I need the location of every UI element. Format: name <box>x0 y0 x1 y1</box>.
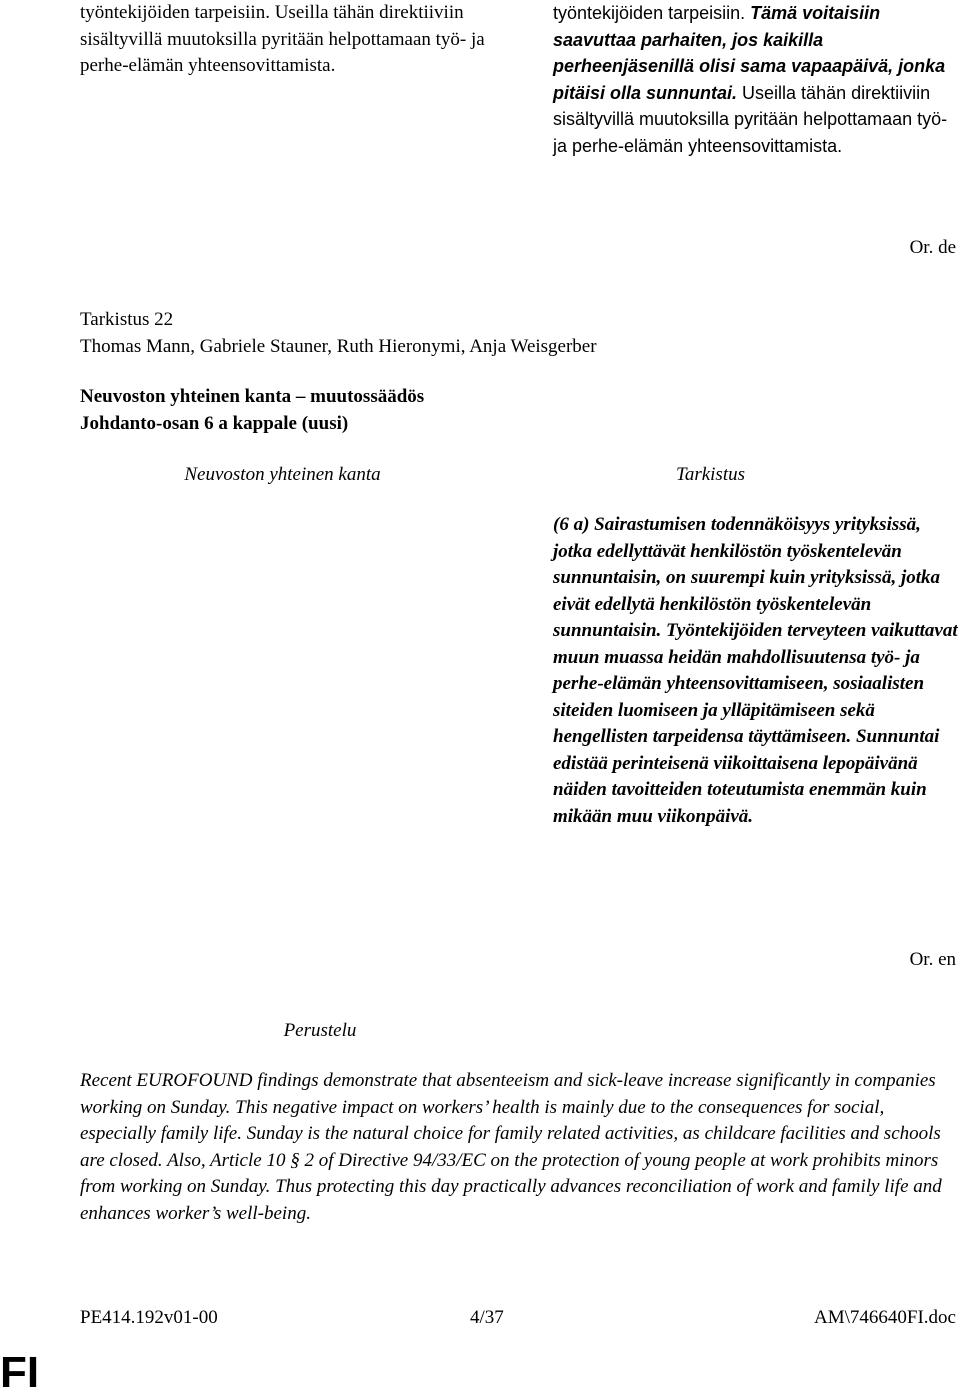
recital-reference: Johdanto-osan 6 a kappale (uusi) <box>80 412 349 434</box>
language-code: FI <box>0 1348 40 1397</box>
position-type: Neuvoston yhteinen kanta – muutossäädös <box>80 386 425 407</box>
footer-page-number: 4/37 <box>470 1307 504 1328</box>
justification-text: Recent EUROFOUND findings demonstrate that absenteeism and sick-leave increase significantly in companies working on Sunday. This negative impact on workers’ health is mainly due to the consequences for social, especially family life. Sunday is the natural choice for family related activities, as childcare facilities and schools are closed. Also, Article 10 § 2 of Directive 94/33/EC on the protection of young people at work prohibits minors from working on Sunday. Thus protecting this day practically advances reconciliation of work and family life and enhances worker’s well-being. <box>80 1070 942 1224</box>
original-language-de: Or. de <box>909 237 956 258</box>
previous-right-column-text <box>553 0 958 159</box>
amendment-header <box>80 307 940 360</box>
previous-right-part1: työntekijöiden tarpeisiin. <box>553 3 751 23</box>
footer-file-name: AM\746640FI.doc <box>814 1307 956 1328</box>
previous-right-paragraph <box>553 0 958 159</box>
amendment-text-cell <box>553 512 958 830</box>
original-language-en: Or. en <box>909 949 956 970</box>
amendment-title: Tarkistus 22 <box>80 309 174 330</box>
previous-left-paragraph: työntekijöiden tarpeisiin. Useilla tähän direktiiviin sisältyvillä muutoksilla pyritään helpottamaan työ- ja perhe-elämän yhteensovittamista. <box>80 2 485 76</box>
previous-right-bold-insert: Tämä voitaisiin saavuttaa parhaiten, jos kaikilla perheenjäsenillä olisi sama vapaapäivä, jonka pitäisi olla sunnuntai. <box>553 3 946 103</box>
amendment-authors: Thomas Mann, Gabriele Stauner, Ruth Hieronymi, Anja Weisgerber <box>80 335 597 357</box>
justification-heading: Perustelu <box>283 1020 357 1041</box>
previous-right-part3: Useilla tähän direktiiviin sisältyvillä muutoksilla pyritään helpottamaan työ- ja perhe-elämän yhteensovittamista. <box>553 82 948 156</box>
amendment-text: (6 a) Sairastumisen todennäköisyys yrityksissä, jotka edellyttävät henkilöstön työskentelevän sunnuntaisin, on suurempi kuin yrityksissä, jotka eivät edellytä henkilöstön työskentelevän sunnuntaisin. Työntekijöiden terveyteen vaikuttavat muun muassa heidän mahdollisuutensa työ- ja perhe-elämän yhteensovittamiseen, sosiaalisten siteiden luomiseen ja ylläpitämiseen sekä hengellisten tarpeidensa täyttämiseen. Sunnuntai edistää perinteisenä viikoittaisena lepopäivänä näiden tavoitteiden toteutumista enemmän kuin mikään muu viikonpäivä. <box>553 514 958 827</box>
footer-doc-reference: PE414.192v01-00 <box>80 1307 218 1328</box>
justification-body <box>80 1068 950 1227</box>
amendment-reference <box>80 384 940 437</box>
column-header-amendment: Tarkistus <box>676 464 745 485</box>
previous-left-column-text <box>80 0 500 80</box>
column-header-council: Neuvoston yhteinen kanta <box>184 464 381 485</box>
